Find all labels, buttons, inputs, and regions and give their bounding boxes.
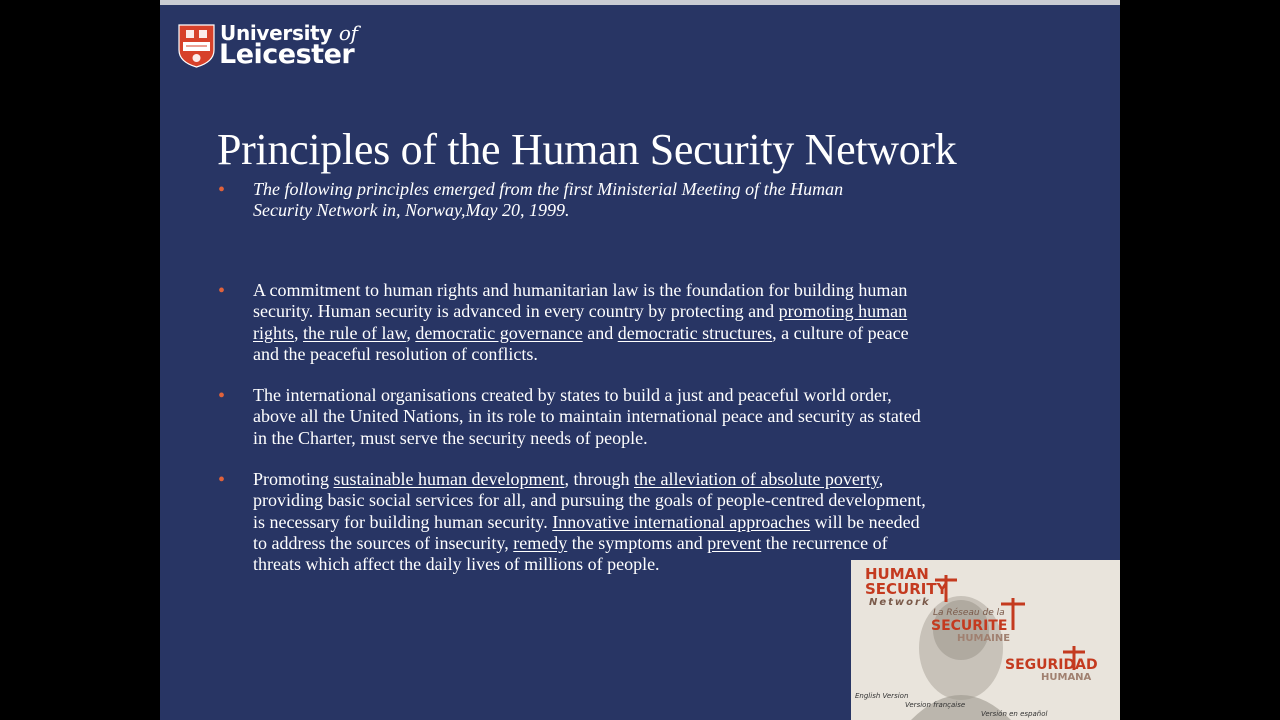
human-security-network-image bbox=[851, 560, 1120, 720]
image-text-security: SECURITY bbox=[865, 580, 948, 598]
image-text-humana: HUMANA bbox=[1041, 672, 1092, 683]
intro-paragraph bbox=[253, 179, 943, 222]
image-text-securite: SECURITE bbox=[931, 618, 1008, 634]
university-logo bbox=[178, 22, 378, 70]
link-prevent[interactable]: prevent bbox=[707, 532, 762, 553]
link-remedy[interactable]: remedy bbox=[513, 532, 568, 553]
intro-line: The following principles emerged from the first Ministerial Meeting of the Human bbox=[253, 179, 844, 199]
link-innovative-international-approaches[interactable]: Innovative international approaches bbox=[552, 511, 811, 532]
bullet-icon: • bbox=[218, 469, 226, 491]
slide-top-border bbox=[160, 0, 1120, 5]
image-text-humaine: HUMAINE bbox=[957, 633, 1011, 644]
image-text-network: Network bbox=[869, 597, 931, 608]
principle-paragraph-1: A commitment to human rights and humanitarian law is the foundation for building human security. Human security is advanced in every country by protecting and promoting human rights, the rule of law, democratic governance and democratic structures, a culture of peace and the peaceful resolution of conflicts. bbox=[253, 280, 909, 364]
leicester-shield-icon bbox=[178, 24, 215, 68]
intro-line: Security Network in, Norway,May 20, 1999. bbox=[253, 200, 570, 221]
image-text-version-francaise: Version française bbox=[905, 701, 966, 709]
image-text-la-red: La Réseau de la bbox=[933, 608, 1005, 618]
principle-paragraph-3: Promoting sustainable human development, through the alleviation of absolute poverty, providing basic social services for all, and pursuing the goals of people-centred development, is necessary for building human security. Innovative international approaches will be needed to address the sources of insecurity, remedy the symptoms and prevent the recurrence of threats which affect the daily lives of millions of people. bbox=[253, 469, 926, 575]
link-promoting-human-rights[interactable]: promoting human rights bbox=[253, 301, 908, 343]
slide-title: Principles of the Human Security Network bbox=[217, 125, 957, 174]
bullet-icon: • bbox=[218, 280, 226, 302]
principle-paragraph-2: The international organisations created by states to build a just and peaceful world order, above all the United Nations, in its role to maintain international peace and security as stated in the Charter, must serve the security needs of people. bbox=[253, 385, 921, 448]
image-text-version-espanol: Versión en español bbox=[981, 710, 1048, 718]
bullet-icon: • bbox=[218, 385, 226, 407]
link-democratic-structures[interactable]: democratic structures bbox=[617, 322, 773, 343]
link-democratic-governance[interactable]: democratic governance bbox=[415, 322, 583, 343]
image-text-english-version: English Version bbox=[855, 692, 909, 700]
link-sustainable-human-development[interactable]: sustainable human development bbox=[333, 469, 565, 489]
logo-leicester: Leicester bbox=[219, 39, 355, 70]
bullet-icon: • bbox=[218, 179, 226, 201]
image-text-seguridad: SEGURIDAD bbox=[1005, 657, 1098, 673]
link-rule-of-law[interactable]: the rule of law bbox=[303, 322, 407, 343]
image-text-human: HUMAN bbox=[865, 565, 929, 583]
slide bbox=[160, 0, 1120, 720]
logo-university-of: University of bbox=[220, 21, 358, 45]
link-alleviation-of-poverty[interactable]: the alleviation of absolute poverty bbox=[633, 469, 879, 489]
